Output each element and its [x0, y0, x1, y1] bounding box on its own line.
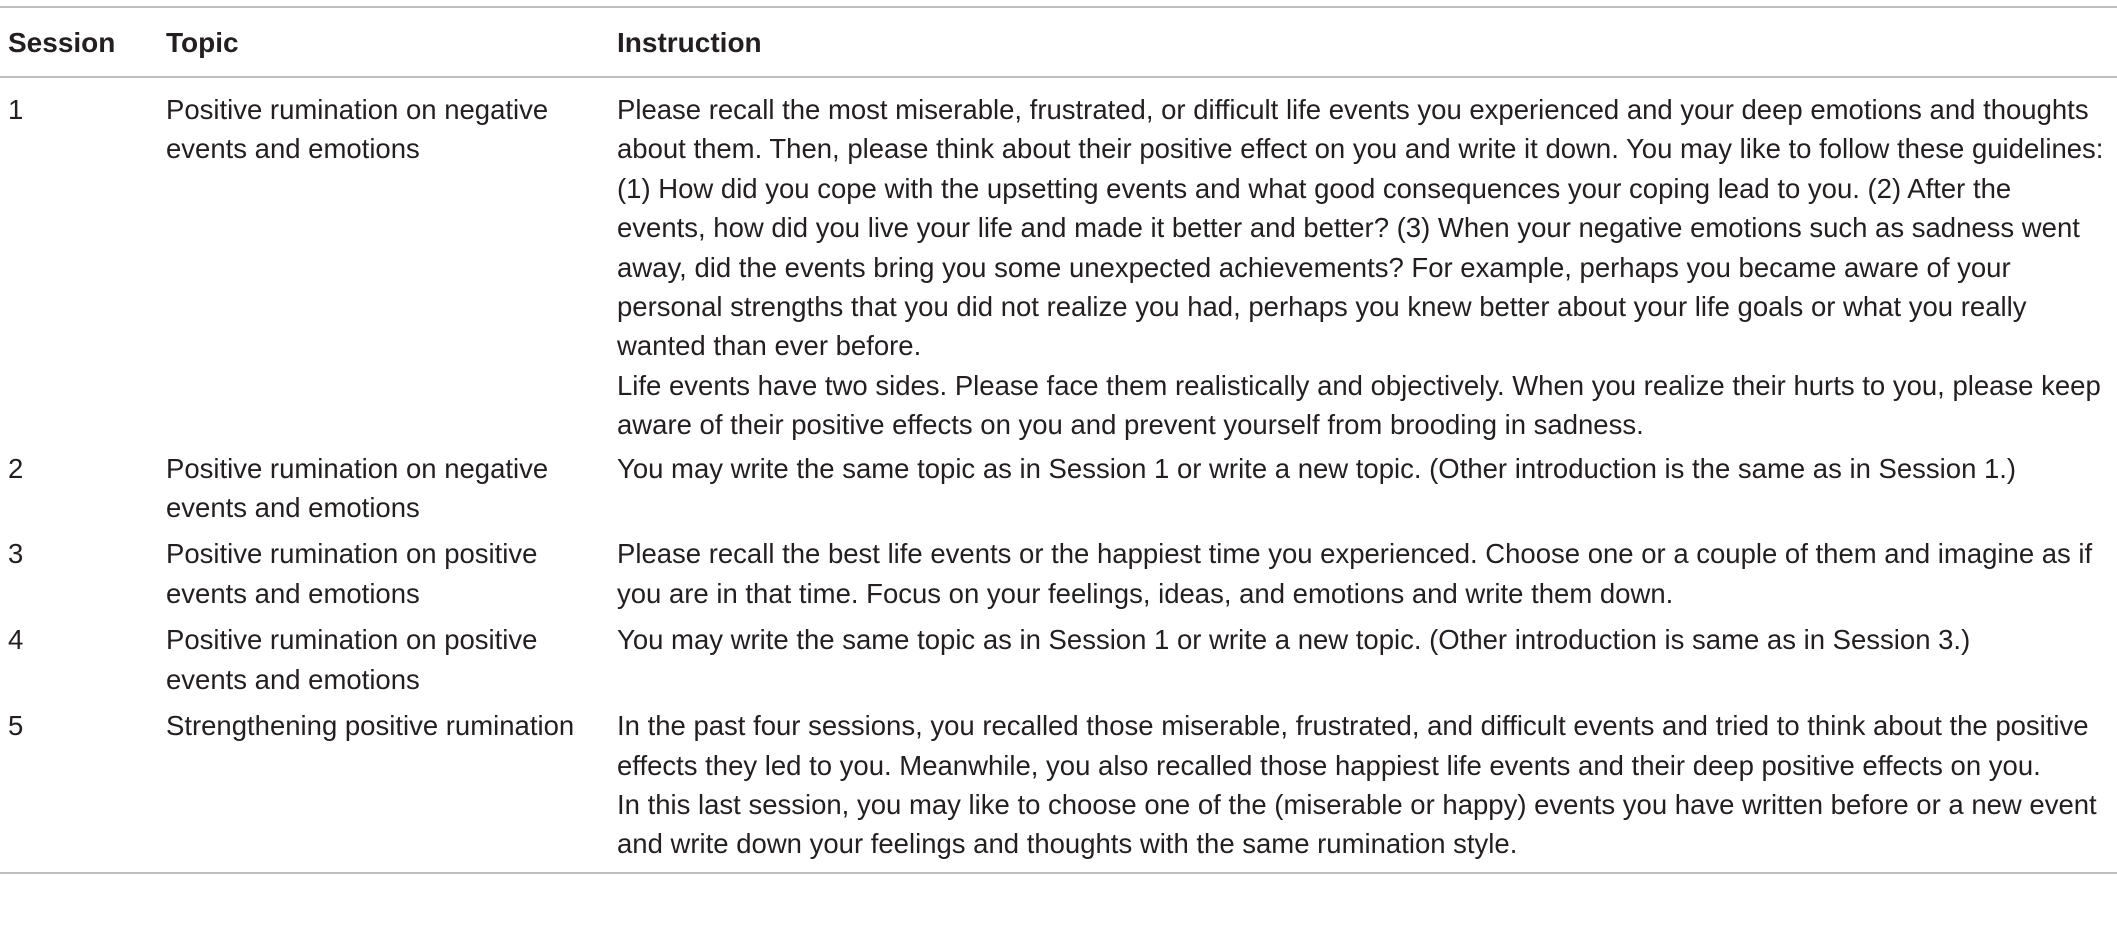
instruction-paragraph: In the past four sessions, you recalled those miserable, frustrated, and difficult events and tried to think about the positive effects they led to you. Meanwhile, you also recalled those happiest life events and their deep positive effects on you.	[617, 710, 2089, 781]
session-topic: Strengthening positive rumination	[166, 699, 617, 873]
table-row	[0, 77, 2117, 445]
session-number: 2	[8, 452, 24, 484]
table-row	[0, 445, 2117, 528]
session-table	[0, 6, 2117, 874]
session-topic: Positive rumination on positive events and emotions	[166, 624, 538, 695]
header-instruction: Instruction	[617, 7, 2117, 77]
session-topic: Positive rumination on negative events and emotions	[166, 94, 549, 165]
session-topic: Positive rumination on positive events and emotions	[166, 538, 538, 609]
session-number: 1	[8, 94, 24, 125]
instruction-paragraph: Life events have two sides. Please face them realistically and objectively. When you realize their hurts to you, please keep aware of their positive effects on you and prevent yourself from brooding in sadness.	[617, 369, 2101, 441]
session-number: 4	[8, 624, 24, 656]
session-instruction	[617, 445, 2117, 528]
instruction-paragraph: You may write the same topic as in Session 1 or write a new topic. (Other introduction is the same as in Session 1.)	[617, 452, 2017, 484]
header-row	[0, 7, 2117, 77]
session-table-container	[0, 6, 2117, 874]
table-row	[0, 613, 2117, 699]
table-row	[0, 527, 2117, 613]
session-instruction	[617, 699, 2117, 873]
session-instruction	[617, 527, 2117, 613]
table-row	[0, 699, 2117, 873]
session-number: 5	[0, 699, 166, 873]
session-topic: Positive rumination on negative events and emotions	[166, 452, 549, 524]
session-number: 3	[8, 538, 24, 570]
header-session: Session	[0, 7, 166, 77]
table-body	[0, 77, 2117, 873]
instruction-paragraph: You may write the same topic as in Session 1 or write a new topic. (Other introduction is same as in Session 3.)	[617, 624, 1971, 656]
session-instruction	[617, 613, 2117, 699]
instruction-paragraph: Please recall the best life events or the happiest time you experienced. Choose one or a couple of them and imagine as if you are in that time. Focus on your feelings, ideas, and emotions and write them down.	[617, 538, 2093, 609]
header-topic: Topic	[166, 7, 617, 77]
table-header	[0, 7, 2117, 77]
instruction-paragraph: Please recall the most miserable, frustrated, or difficult life events you experienced and your deep emotions and thoughts about them. Then, please think about their positive effect on you and write it down. You may like to follow these guidelines: (1) How did you cope with the upsetting events and what good consequences your coping lead to you. (2) After the events, how did you live your life and made it better and better? (3) When your negative emotions such as sadness went away, did the events bring you some unexpected achievements? For example, perhaps you became aware of your personal strengths that you did not realize you had, perhaps you knew better about your life goals or what you really wanted than ever before.	[617, 94, 2104, 362]
instruction-paragraph: In this last session, you may like to choose one of the (miserable or happy) events you have written before or a new event and write down your feelings and thoughts with the same rumination style.	[617, 788, 2097, 860]
session-instruction	[617, 77, 2117, 445]
